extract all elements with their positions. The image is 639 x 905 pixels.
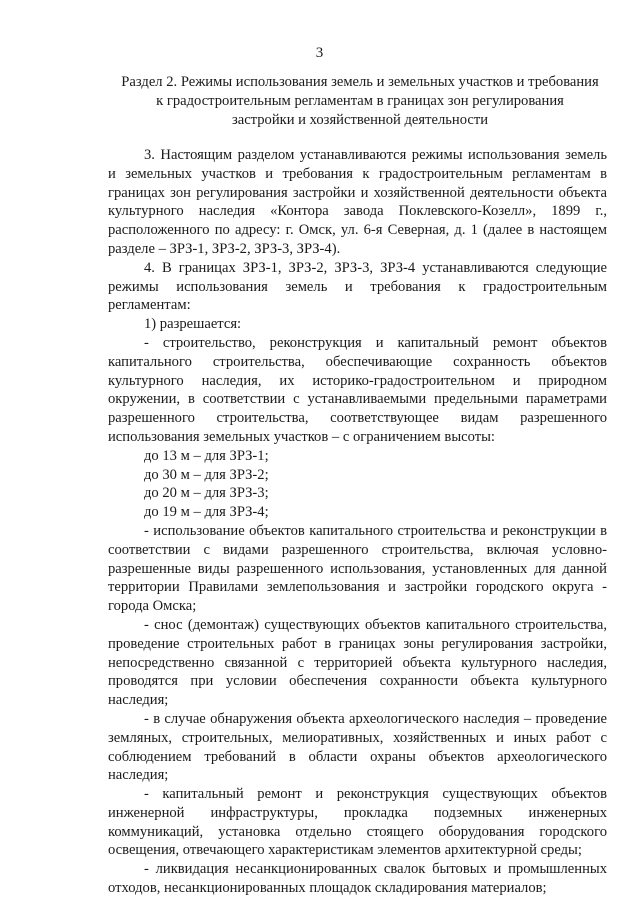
paragraph: - капитальный ремонт и реконструкция существующих объектов инженерной инфраструктуры, прокладка подземных инженерных коммуникаций, установка отдельно стоящего оборудования городского освещения, отвечающего характеристикам элементов архитектурной среды; [108, 786, 607, 859]
paragraph: - ликвидация несанкционированных свалок бытовых и промышленных отходов, несанкционированных площадок складирования материалов; [108, 861, 607, 897]
height-limit-item: до 19 м – для ЗРЗ-4; [144, 504, 269, 521]
paragraph: 3. Настоящим разделом устанавливаются режимы использования земель и земельных участков и требования к градостроительным регламентам в границах зон регулирования застройки и хозяйственной деятельности объекта культурного наследия «Контора завода Поклевского-Козелл», 1899 г., расположенного по адресу: г. Омск, ул. 6-я Северная, д. 1 (далее в настоящем разделе – ЗРЗ-1, ЗРЗ-2, ЗРЗ-3, ЗРЗ-4). [108, 147, 607, 257]
paragraph: - в случае обнаружения объекта археологического наследия – проведение земляных, строительных, мелиоративных, хозяйственных и иных работ с соблюдением требований в области охраны объектов археологического наследия; [108, 710, 607, 784]
paragraph: 1) разрешается: [144, 316, 242, 333]
paragraph: 4. В границах ЗРЗ-1, ЗРЗ-2, ЗРЗ-3, ЗРЗ-4 устанавливаются следующие режимы использования земель и требования к градостроительным регламентам: [108, 259, 607, 314]
paragraph: - использование объектов капитального строительства и реконструкции в соответствии с видами разрешенного строительства, включая условно-разрешенные виды разрешенного использования, установленных для данной территории Правилами землепользования и застройки городского округа - города Омска; [108, 522, 607, 615]
height-limit-item: до 20 м – для ЗРЗ-3; [144, 485, 269, 502]
section-title-line: Раздел 2. Режимы использования земель и земельных участков и требования [121, 74, 599, 90]
section-title-line: застройки и хозяйственной деятельности [231, 112, 489, 128]
section-title-line: к градостроительным регламентам в границах зон регулирования [156, 93, 564, 109]
section-title [100, 73, 620, 130]
height-limit-item: до 13 м – для ЗРЗ-1; [144, 447, 269, 464]
height-limit-item: до 30 м – для ЗРЗ-2; [144, 466, 269, 483]
page-number: 3 [315, 45, 324, 61]
document-body [108, 146, 607, 898]
paragraph: - строительство, реконструкция и капитальный ремонт объектов капитального строительства, обеспечивающие сохранность объектов культурного наследия, их историко-градостроительном и природном окружении, в соответствии с устанавливаемыми предельными параметрами разрешенного строительства, соответствующее видам разрешенного использования земельных участков – с ограничением высоты: [108, 334, 607, 445]
paragraph: - снос (демонтаж) существующих объектов капитального строительства, проведение строительных работ в границах зоны регулирования застройки, непосредственно связанной с территорией объекта культурного наследия, проводятся при условии обеспечения сохранности объекта культурного наследия; [108, 616, 607, 709]
